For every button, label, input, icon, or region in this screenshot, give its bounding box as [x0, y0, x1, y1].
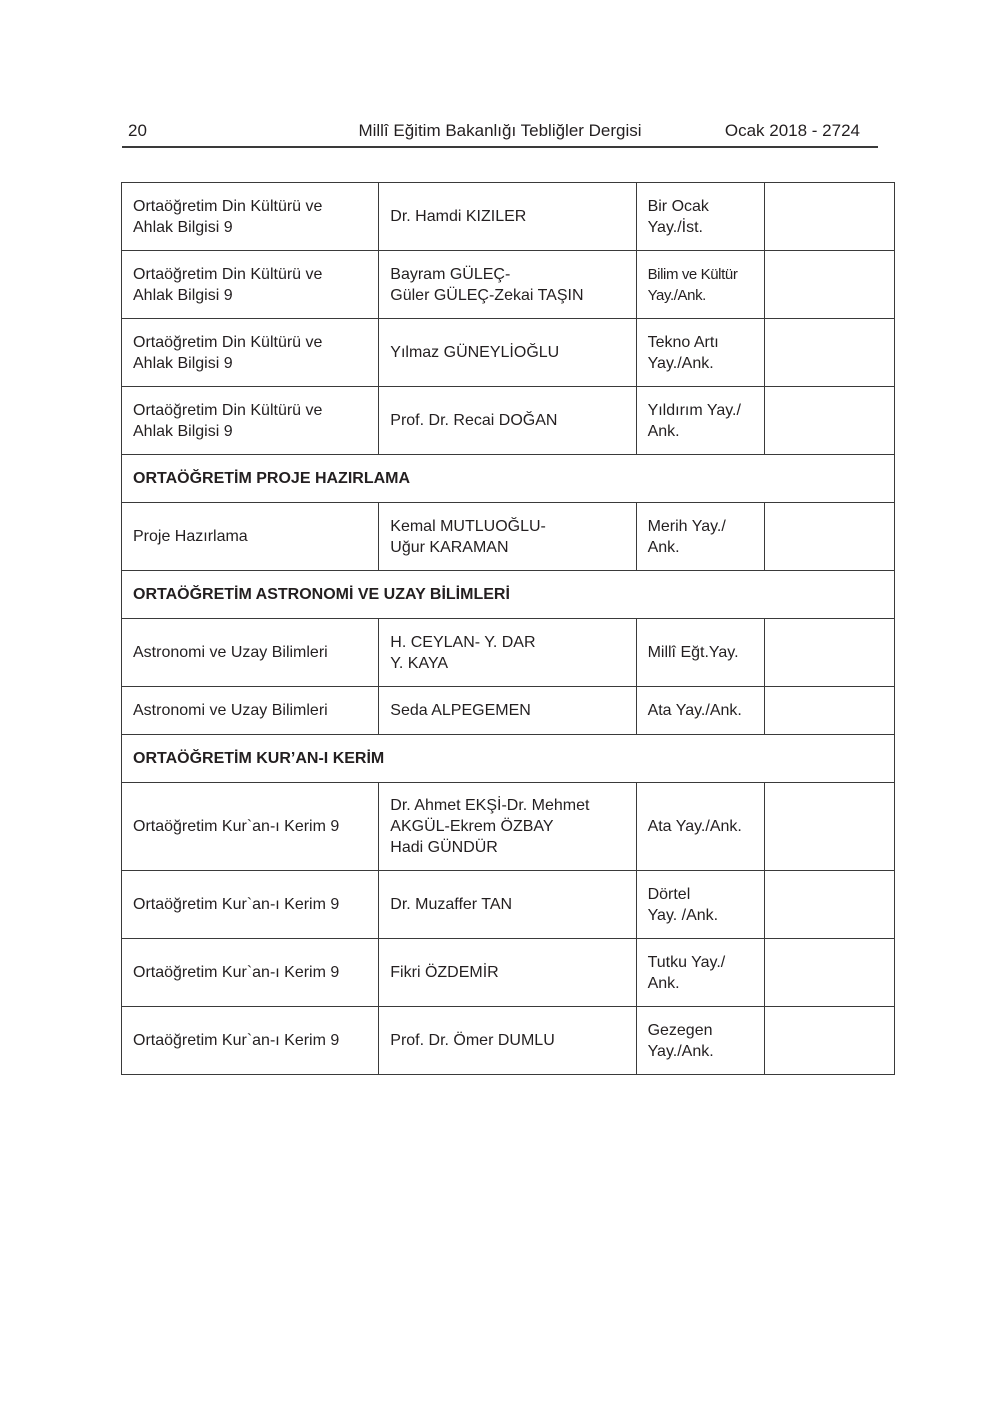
book-title-cell [122, 687, 379, 735]
book-title-line: Astronomi ve Uzay Bilimleri [133, 644, 328, 661]
author-line: H. CEYLAN- Y. DAR [390, 633, 536, 651]
publisher-cell [636, 503, 764, 571]
book-title-cell [122, 939, 379, 1007]
author-line: Uğur KARAMAN [390, 538, 509, 556]
empty-cell [764, 939, 894, 1007]
publisher-line: Ank. [647, 422, 680, 440]
section-header-row [122, 571, 895, 619]
author-cell [379, 503, 636, 571]
author-cell [379, 387, 636, 455]
publisher-line: Merih Yay./ [647, 517, 726, 535]
publisher-line: Ank. [647, 974, 680, 992]
author-line: Yılmaz GÜNEYLİOĞLU [390, 344, 560, 361]
empty-cell [764, 319, 894, 387]
empty-cell [764, 1007, 894, 1075]
table-row [122, 687, 895, 735]
publisher-cell [636, 619, 764, 687]
publisher-line: Bilim ve Kültür [647, 265, 738, 283]
publisher-cell [636, 1007, 764, 1075]
publisher-line: Tekno Artı [647, 333, 719, 351]
author-cell [379, 319, 636, 387]
empty-cell [764, 503, 894, 571]
publisher-line: Tutku Yay./ [647, 953, 726, 971]
book-title-line: Ortaöğretim Kur`an-ı Kerim 9 [133, 896, 340, 913]
publisher-line: Yay./Ank. [647, 354, 714, 372]
author-line: Kemal MUTLUOĞLU- [390, 517, 546, 535]
publisher-cell [636, 387, 764, 455]
author-line: Dr. Muzaffer TAN [390, 896, 513, 913]
author-cell [379, 783, 636, 871]
author-line: Güler GÜLEÇ-Zekai TAŞIN [390, 286, 584, 304]
book-title-line: Ortaöğretim Din Kültürü ve [133, 197, 323, 215]
book-title-line: Ortaöğretim Din Kültürü ve [133, 401, 323, 419]
section-title: ORTAÖĞRETİM ASTRONOMİ VE UZAY BİLİMLERİ [122, 571, 895, 619]
author-cell [379, 183, 636, 251]
author-cell [379, 687, 636, 735]
book-title-line: Ortaöğretim Kur`an-ı Kerim 9 [133, 1032, 340, 1049]
empty-cell [764, 183, 894, 251]
book-title-cell [122, 503, 379, 571]
author-cell [379, 939, 636, 1007]
publisher-line: Ata Yay./Ank. [647, 702, 742, 719]
book-title-cell [122, 183, 379, 251]
publisher-line: Yay./Ank. [647, 286, 706, 304]
empty-cell [764, 871, 894, 939]
table-row [122, 319, 895, 387]
author-line: Dr. Hamdi KIZILER [390, 208, 527, 225]
author-cell [379, 1007, 636, 1075]
book-title-line: Ortaöğretim Kur`an-ı Kerim 9 [133, 818, 340, 835]
book-title-line: Ortaöğretim Kur`an-ı Kerim 9 [133, 964, 340, 981]
page-header [122, 118, 878, 148]
publisher-line: Ank. [647, 538, 680, 556]
table-row [122, 387, 895, 455]
book-title-line: Astronomi ve Uzay Bilimleri [133, 702, 328, 719]
author-cell [379, 619, 636, 687]
book-title-cell [122, 1007, 379, 1075]
book-title-line: Ahlak Bilgisi 9 [133, 286, 233, 304]
author-line: Prof. Dr. Recai DOĞAN [390, 412, 558, 429]
empty-cell [764, 687, 894, 735]
book-title-cell [122, 319, 379, 387]
section-header-row [122, 735, 895, 783]
table-row [122, 939, 895, 1007]
author-line: Prof. Dr. Ömer DUMLU [390, 1032, 555, 1049]
publisher-cell [636, 939, 764, 1007]
author-line: Seda ALPEGEMEN [390, 702, 531, 719]
publisher-cell [636, 251, 764, 319]
table-row [122, 1007, 895, 1075]
author-line: Fikri ÖZDEMİR [390, 964, 499, 981]
section-header-row [122, 455, 895, 503]
textbook-table [121, 182, 895, 1075]
book-title-line: Ortaöğretim Din Kültürü ve [133, 265, 323, 283]
book-title-line: Ahlak Bilgisi 9 [133, 422, 233, 440]
book-title-line: Ahlak Bilgisi 9 [133, 218, 233, 236]
publisher-line: Millî Eğt.Yay. [647, 644, 739, 661]
book-title-line: Proje Hazırlama [133, 528, 248, 545]
publisher-cell [636, 319, 764, 387]
publisher-cell [636, 183, 764, 251]
publisher-line: Ata Yay./Ank. [647, 818, 742, 835]
author-line: Dr. Ahmet EKŞİ-Dr. Mehmet [390, 797, 590, 814]
empty-cell [764, 619, 894, 687]
table-row [122, 783, 895, 871]
author-line: Y. KAYA [390, 654, 449, 672]
book-title-cell [122, 387, 379, 455]
empty-cell [764, 387, 894, 455]
publisher-line: Bir Ocak [647, 197, 709, 215]
publisher-line: Yay./İst. [647, 218, 703, 236]
table-row [122, 871, 895, 939]
publisher-cell [636, 871, 764, 939]
empty-cell [764, 783, 894, 871]
publisher-cell [636, 783, 764, 871]
table-row [122, 183, 895, 251]
publisher-line: Gezegen [647, 1021, 713, 1039]
journal-title: Millî Eğitim Bakanlığı Tebliğler Dergisi [358, 121, 642, 140]
section-title: ORTAÖĞRETİM KUR’AN-I KERİM [122, 735, 895, 783]
author-cell [379, 871, 636, 939]
empty-cell [764, 251, 894, 319]
book-title-cell [122, 783, 379, 871]
publisher-cell [636, 687, 764, 735]
author-line: Hadi GÜNDÜR [390, 839, 498, 856]
book-title-line: Ahlak Bilgisi 9 [133, 354, 233, 372]
author-cell [379, 251, 636, 319]
section-title: ORTAÖĞRETİM PROJE HAZIRLAMA [122, 455, 895, 503]
publisher-line: Yay. /Ank. [647, 906, 719, 924]
publisher-line: Yıldırım Yay./ [647, 401, 741, 419]
table-row [122, 251, 895, 319]
book-title-cell [122, 619, 379, 687]
publisher-line: Yay./Ank. [647, 1042, 714, 1060]
author-line: Bayram GÜLEÇ- [390, 265, 511, 283]
book-title-cell [122, 871, 379, 939]
page-number: 20 [128, 121, 147, 140]
publisher-line: Dörtel [647, 885, 691, 903]
author-line: AKGÜL-Ekrem ÖZBAY [390, 818, 554, 835]
issue-label: Ocak 2018 - 2724 [724, 121, 860, 140]
book-title-line: Ortaöğretim Din Kültürü ve [133, 333, 323, 351]
table-row [122, 503, 895, 571]
book-title-cell [122, 251, 379, 319]
table-row [122, 619, 895, 687]
